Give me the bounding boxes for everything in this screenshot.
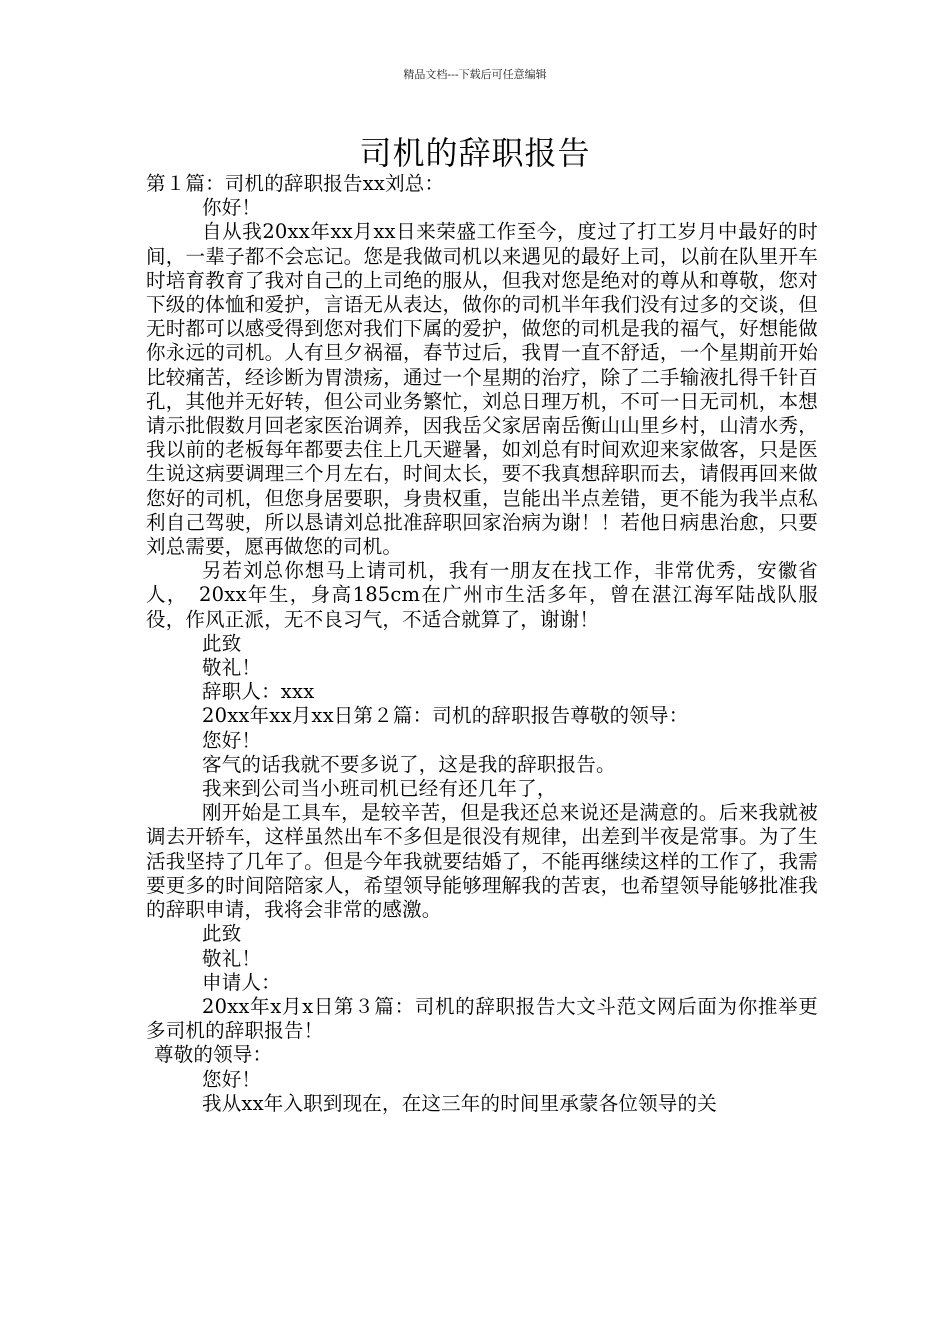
paragraph: 我来到公司当小班司机已经有还几年了， [202, 777, 557, 801]
paragraph: 第１篇：司机的辞职报告xx刘总： [146, 172, 445, 195]
paragraph: 20xx年x月x日第３篇：司机的辞职报告大文斗范文网后面为你推举更多司机的辞职报告！ [146, 994, 818, 1043]
paragraph: 辞职人：xxx [202, 680, 315, 704]
paragraph: 敬礼！ [202, 946, 262, 970]
paragraph: 客气的话我就不要多说了，这是我的辞职报告。 [202, 752, 616, 776]
paragraph: 自从我20xx年xx月xx日来荣盛工作至今，度过了打工岁月中最好的时间，一辈子都不会忘记。您是我做司机以来遇见的最好上司，以前在队里开车时培育教育了我对自己的上司绝的服从，但我对您是绝对的尊从和尊敬，您对下级的体恤和爱护，言语无从表达，做你的司机半年我们没有过多的交谈，但无时都可以感受得到您对我们下属的爱护，做您的司机是我的福气，好想能做你永远的司机。人有旦夕祸福，春节过后，我胃一直不舒适，一个星期前开始比较痛苦，经诊断为胃溃疡，通过一个星期的治疗，除了二手输液扎得千针百孔，其他并无好转，但公司业务繁忙，刘总日理万机，不可一日无司机，本想请示批假数月回老家医治调养，因我岳父家居南岳衡山山里乡村，山清水秀，我以前的老板每年都要去住上几天避暑，如刘总有时间欢迎来家做客，只是医生说这病要调理三个月左右，时间太长，要不我真想辞职而去，请假再回来做您好的司机，但您身居要职，身贵权重，岂能出半点差错，更不能为我半点私利自己驾驶，所以恳请刘总批准辞职回家治病为谢！！若他日病患治愈，只要刘总需要，愿再做您的司机。 [146, 220, 818, 559]
paragraph: 刚开始是工具车，是较辛苦，但是我还总来说还是满意的。后来我就被调去开轿车，这样虽然出车不多但是很没有规律，出差到半夜是常事。为了生活我坚持了几年了。但是今年我就要结婚了，不能再继续这样的工作了，我需要更多的时间陪陪家人，希望领导能够理解我的苦衷，也希望领导能够批准我的辞职申请，我将会非常的感激。 [146, 801, 818, 922]
paragraph: 您好！ [202, 728, 262, 752]
paragraph: 我从xx年入职到现在，在这三年的时间里承蒙各位领导的关 [202, 1091, 717, 1115]
paragraph: 此致 [202, 922, 242, 946]
paragraph: 申请人： [202, 970, 281, 994]
paragraph: 你好！ [202, 196, 262, 220]
paragraph: 敬礼！ [202, 656, 262, 680]
document-body [146, 172, 818, 1116]
document-title: 司机的辞职报告 [359, 134, 591, 172]
page-header-note: 精品文档---下载后可任意编辑 [403, 68, 547, 81]
paragraph: 此致 [202, 631, 242, 655]
paragraph: 20xx年xx月xx日第２篇：司机的辞职报告尊敬的领导： [202, 704, 689, 728]
paragraph: 您好！ [202, 1067, 262, 1091]
paragraph: 另若刘总你想马上请司机，我有一朋友在找工作，非常优秀，安徽省人， 20xx年生，身高185cm在广州市生活多年，曾在湛江海军陆战队服役，作风正派，无不良习气，不适合就算了，谢谢！ [146, 559, 818, 631]
paragraph: 尊敬的领导： [154, 1043, 273, 1067]
